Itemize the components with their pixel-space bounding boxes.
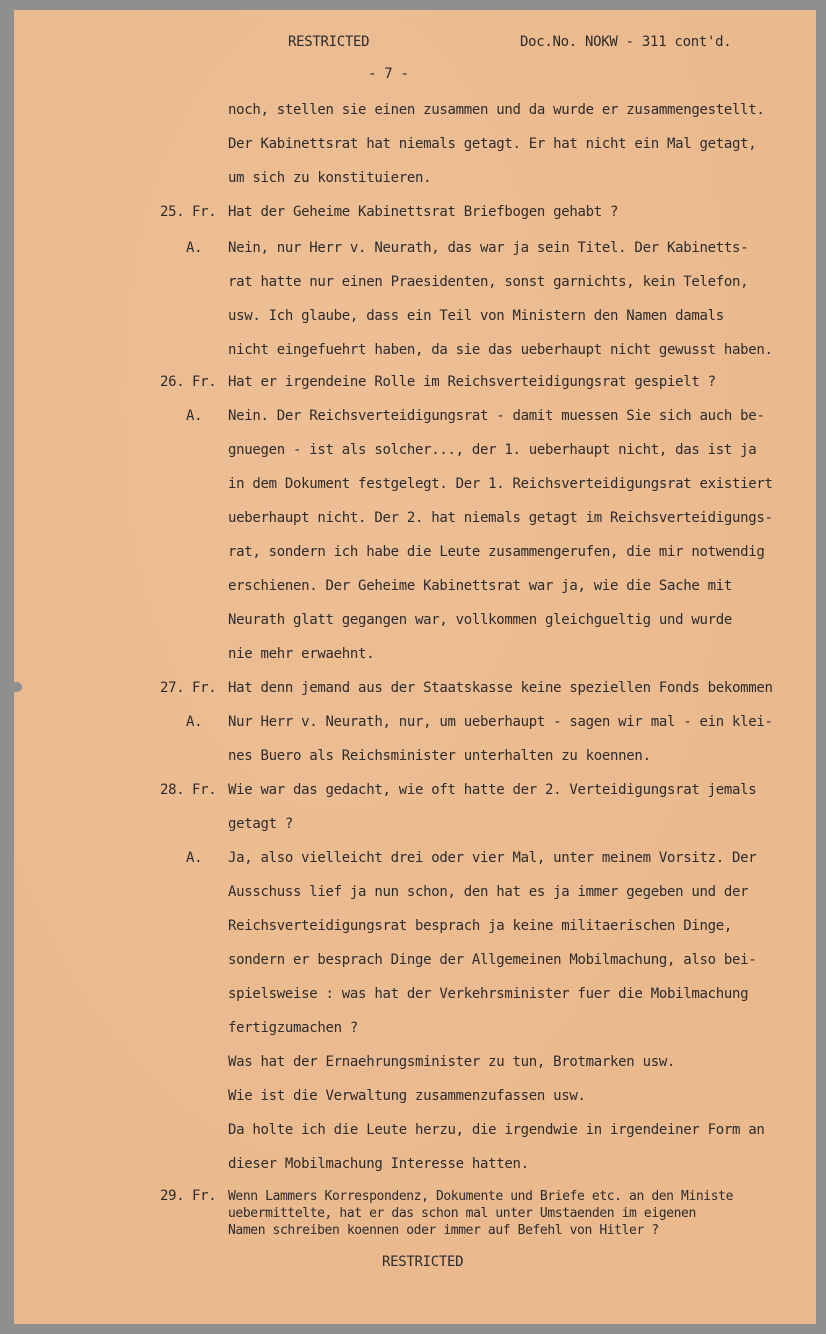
question-line: Wie war das gedacht, wie oft hatte der 2. Verteidigungsrat jemals bbox=[228, 782, 757, 798]
question-line: Hat der Geheime Kabinettsrat Briefbogen gehabt ? bbox=[228, 204, 619, 220]
answer-line: sondern er besprach Dinge der Allgemeinen Mobilmachung, also bei- bbox=[228, 952, 757, 968]
document-sheet bbox=[14, 10, 816, 1324]
answer-line: Wie ist die Verwaltung zusammenzufassen usw. bbox=[228, 1088, 586, 1104]
answer-line: nes Buero als Reichsminister unterhalten zu koennen. bbox=[228, 748, 651, 764]
question-label: Fr. bbox=[192, 680, 217, 696]
question-line: Namen schreiben koennen oder immer auf Befehl von Hitler ? bbox=[228, 1223, 659, 1238]
question-line: uebermittelte, hat er das schon mal unter Umstaenden im eigenen bbox=[228, 1206, 696, 1221]
question-label: Fr. bbox=[192, 374, 217, 390]
answer-line: dieser Mobilmachung Interesse hatten. bbox=[228, 1156, 529, 1172]
answer-line: Nein. Der Reichsverteidigungsrat - damit muessen Sie sich auch be- bbox=[228, 408, 765, 424]
answer-line: Nein, nur Herr v. Neurath, das war ja sein Titel. Der Kabinetts- bbox=[228, 240, 749, 256]
answer-line: rat, sondern ich habe die Leute zusammengerufen, die mir notwendig bbox=[228, 544, 765, 560]
answer-line: gnuegen - ist als solcher..., der 1. ueberhaupt nicht, das ist ja bbox=[228, 442, 757, 458]
answer-label: A. bbox=[186, 240, 203, 256]
page-number: - 7 - bbox=[368, 66, 409, 82]
item-number: 26. bbox=[160, 374, 185, 390]
question-label: Fr. bbox=[192, 204, 217, 220]
answer-label: A. bbox=[186, 850, 203, 866]
item-number: 25. bbox=[160, 204, 185, 220]
answer-line: fertigzumachen ? bbox=[228, 1020, 359, 1036]
answer-label: A. bbox=[186, 714, 203, 730]
answer-line: ueberhaupt nicht. Der 2. hat niemals getagt im Reichsverteidigungs- bbox=[228, 510, 773, 526]
answer-line: Ja, also vielleicht drei oder vier Mal, unter meinem Vorsitz. Der bbox=[228, 850, 757, 866]
punch-hole-mark bbox=[14, 682, 22, 692]
question-line: getagt ? bbox=[228, 816, 294, 832]
answer-line: nie mehr erwaehnt. bbox=[228, 646, 375, 662]
answer-line: rat hatte nur einen Praesidenten, sonst garnichts, kein Telefon, bbox=[228, 274, 749, 290]
header-classification: RESTRICTED bbox=[288, 34, 370, 50]
item-number: 27. bbox=[160, 680, 185, 696]
question-line: Wenn Lammers Korrespondenz, Dokumente und Briefe etc. an den Ministe bbox=[228, 1189, 734, 1204]
answer-line: nicht eingefuehrt haben, da sie das ueberhaupt nicht gewusst haben. bbox=[228, 342, 773, 358]
header-doc-ref: Doc.No. NOKW - 311 cont'd. bbox=[520, 34, 732, 50]
question-line: Hat denn jemand aus der Staatskasse keine speziellen Fonds bekommen bbox=[228, 680, 773, 696]
answer-line: spielsweise : was hat der Verkehrsminister fuer die Mobilmachung bbox=[228, 986, 749, 1002]
continuation-line: noch, stellen sie einen zusammen und da wurde er zusammengestellt. bbox=[228, 102, 765, 118]
question-line: Hat er irgendeine Rolle im Reichsverteidigungsrat gespielt ? bbox=[228, 374, 716, 390]
answer-line: usw. Ich glaube, dass ein Teil von Ministern den Namen damals bbox=[228, 308, 724, 324]
answer-line: Reichsverteidigungsrat besprach ja keine militaerischen Dinge, bbox=[228, 918, 732, 934]
question-label: Fr. bbox=[192, 1188, 217, 1204]
continuation-line: Der Kabinettsrat hat niemals getagt. Er hat nicht ein Mal getagt, bbox=[228, 136, 757, 152]
answer-line: Neurath glatt gegangen war, vollkommen gleichgueltig und wurde bbox=[228, 612, 732, 628]
answer-line: erschienen. Der Geheime Kabinettsrat war ja, wie die Sache mit bbox=[228, 578, 732, 594]
footer-classification: RESTRICTED bbox=[382, 1254, 464, 1270]
answer-line: Da holte ich die Leute herzu, die irgendwie in irgendeiner Form an bbox=[228, 1122, 765, 1138]
answer-line: Was hat der Ernaehrungsminister zu tun, Brotmarken usw. bbox=[228, 1054, 676, 1070]
item-number: 29. bbox=[160, 1188, 185, 1204]
item-number: 28. bbox=[160, 782, 185, 798]
answer-line: Nur Herr v. Neurath, nur, um ueberhaupt - sagen wir mal - ein klei- bbox=[228, 714, 773, 730]
question-label: Fr. bbox=[192, 782, 217, 798]
answer-line: in dem Dokument festgelegt. Der 1. Reichsverteidigungsrat existiert bbox=[228, 476, 773, 492]
answer-label: A. bbox=[186, 408, 203, 424]
answer-line: Ausschuss lief ja nun schon, den hat es ja immer gegeben und der bbox=[228, 884, 749, 900]
continuation-line: um sich zu konstituieren. bbox=[228, 170, 432, 186]
